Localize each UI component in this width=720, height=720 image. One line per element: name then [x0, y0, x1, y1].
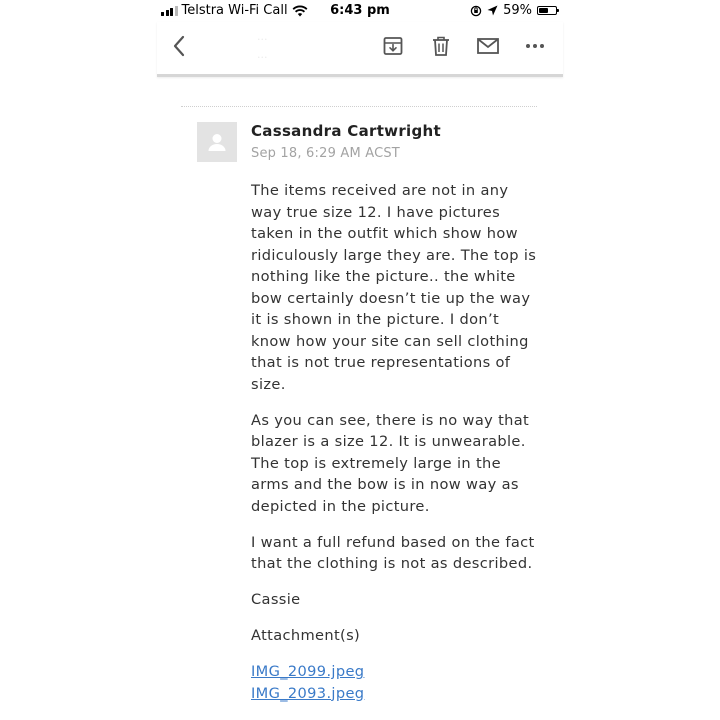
- thread-divider: [181, 106, 537, 107]
- sender-name: Cassandra Cartwright: [251, 122, 441, 140]
- carrier-label: Telstra Wi-Fi Call: [181, 3, 288, 18]
- battery-percent: 59%: [503, 3, 532, 18]
- phone-screen: [157, 0, 563, 720]
- ghost-underlay-text: ... ...: [257, 30, 268, 61]
- body-paragraph: As you can see, there is no way that blazer is a size 12. It is unwearable. The top is extremely large in the arms and the bow is in now way as depicted in the picture.: [251, 411, 530, 515]
- trash-icon[interactable]: [427, 32, 455, 60]
- attachment-link[interactable]: IMG_2093.jpeg: [251, 684, 365, 702]
- status-bar: [157, 0, 563, 22]
- body-paragraph: The items received are not in any way true size 12. I have pictures taken in the outfit which show how ridiculously large they are. The top is nothing like the picture.. the white bow certainly doesn’t tie up the way it is shown in the picture. I don’t know how your site can sell clothing that is not true representations of size.: [251, 182, 537, 393]
- toolbar: [157, 22, 563, 77]
- attachments-label: Attachment(s): [251, 627, 361, 644]
- message-body: [251, 180, 543, 704]
- battery-icon: [537, 6, 557, 15]
- body-paragraph: I want a full refund based on the fact that the clothing is not as described.: [251, 533, 535, 572]
- message-date: Sep 18, 6:29 AM ACST: [251, 146, 400, 161]
- battery-fill: [539, 8, 548, 13]
- attachment-link[interactable]: IMG_2099.jpeg: [251, 663, 365, 680]
- location-icon: [487, 5, 498, 16]
- mail-icon[interactable]: [474, 32, 502, 60]
- status-time: 6:43 pm: [330, 3, 390, 18]
- avatar: [197, 122, 237, 162]
- back-chevron-icon[interactable]: [165, 32, 193, 60]
- more-icon[interactable]: [521, 32, 549, 60]
- signature: Cassie: [251, 591, 301, 608]
- orientation-lock-icon: [470, 5, 482, 17]
- person-icon: [206, 131, 228, 153]
- status-right: [470, 3, 557, 18]
- archive-icon[interactable]: [379, 32, 407, 60]
